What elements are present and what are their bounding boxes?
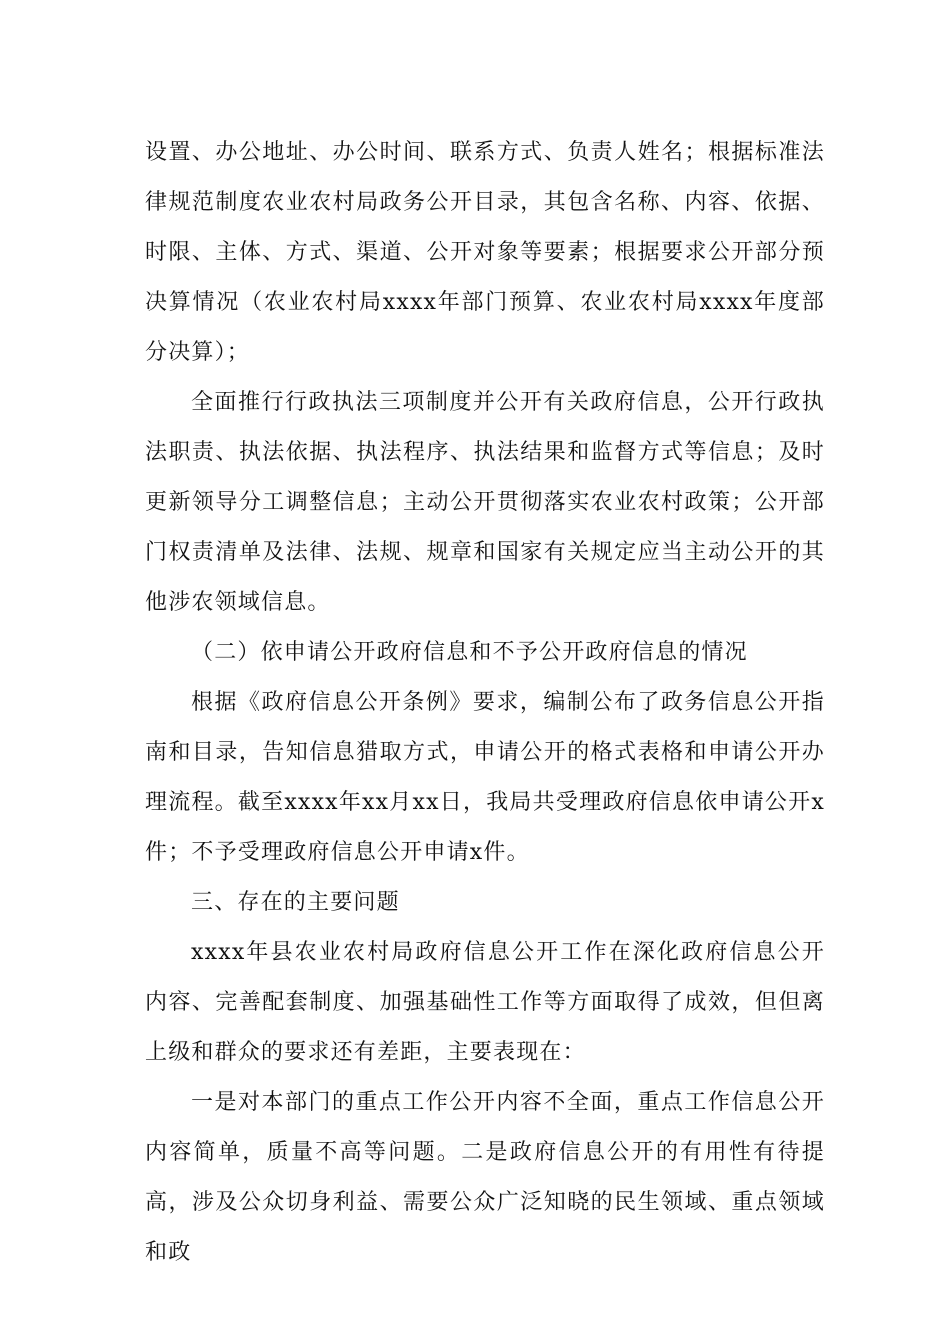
- paragraph-problems-detail: 一是对本部门的重点工作公开内容不全面，重点工作信息公开内容简单，质量不高等问题。二是政府信息公开的有用性有待提高，涉及公众切身利益、需要公众广泛知晓的民生领域、重点领域和政: [145, 1090, 825, 1265]
- section-heading-application-disclosure: （二）依申请公开政府信息和不予公开政府信息的情况: [191, 640, 748, 665]
- section-heading-main-problems: 三、存在的主要问题: [191, 890, 400, 915]
- document-body: [145, 128, 825, 1278]
- paragraph-application-disclosure: 根据《政府信息公开条例》要求，编制公布了政务信息公开指南和目录，告知信息猎取方式，申请公开的格式表格和申请公开办理流程。截至xxxx年xx月xx日，我局共受理政府信息依申请公开x件；不予受理政府信息公开申请x件。: [145, 690, 825, 865]
- paragraph-enforcement-disclosure: 全面推行行政执法三项制度并公开有关政府信息，公开行政执法职责、执法依据、执法程序、执法结果和监督方式等信息；及时更新领导分工调整信息；主动公开贯彻落实农业农村政策；公开部门权责清单及法律、法规、规章和国家有关规定应当主动公开的其他涉农领域信息。: [145, 390, 825, 615]
- paragraph-problems-overview: xxxx年县农业农村局政府信息公开工作在深化政府信息公开内容、完善配套制度、加强基础性工作等方面取得了成效，但但离上级和群众的要求还有差距，主要表现在：: [145, 940, 825, 1065]
- paragraph-continuation: 设置、办公地址、办公时间、联系方式、负责人姓名；根据标准法律规范制度农业农村局政务公开目录，其包含名称、内容、依据、时限、主体、方式、渠道、公开对象等要素；根据要求公开部分预决算情况（农业农村局xxxx年部门预算、农业农村局xxxx年度部分决算）；: [145, 140, 825, 365]
